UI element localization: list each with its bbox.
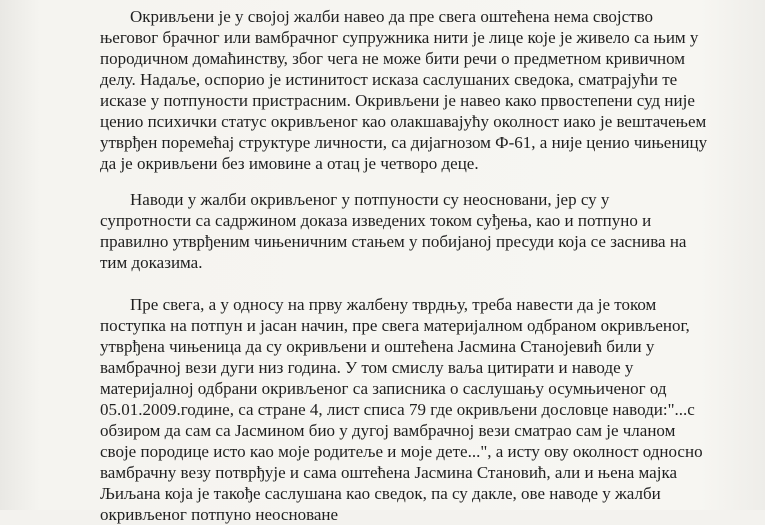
text-line: ценио психички статус окривљеног као олакшавајућу околност иако је вештачењем <box>100 112 707 131</box>
text-line: да је окривљени без имовине а отац је четворо деце. <box>100 154 479 173</box>
paragraph-2 <box>100 189 720 273</box>
text-line: Пре свега, а у односу на прву жалбену тврдњу, треба навести да је током <box>130 295 657 314</box>
paragraph-3 <box>100 294 720 525</box>
text-line: супротности са садржином доказа изведених током суђења, као и потпуно и <box>100 211 652 230</box>
text-line: материјалној одбрани окривљеног са записника о саслушању осумњиченог од <box>100 379 667 398</box>
text-line: Љиљана која је такође саслушана као сведок, па су дакле, ове наводе у жалби <box>100 484 661 503</box>
text-line: 05.01.2009.године, са стране 4, лист списа 79 где окривљени дословце наводи:"...с <box>100 400 695 419</box>
text-line: своје породице исто као моје родитеље и моје дете...", а исту ову околност односно <box>100 442 703 461</box>
text-line: Окривљени је у својој жалби навео да пре свега оштећена нема својство <box>130 7 653 26</box>
text-line: Наводи у жалби окривљеног у потпуности су неосновани, јер су у <box>130 190 610 209</box>
text-line: исказе у потпуности пристрасним. Окривљени је навео како првостепени суд није <box>100 91 695 110</box>
text-line: правилно утврђеним чињеничним стањем у побијаној пресуди која се заснива на <box>100 232 687 251</box>
text-line: окривљеног потпуно неосноване <box>100 505 339 524</box>
text-line: утврђен поремећај структуре личности, са дијагнозом Ф-61, а није ценио чињеницу <box>100 133 708 152</box>
paragraph-1 <box>100 6 720 174</box>
text-line: тим доказима. <box>100 253 203 272</box>
text-line: делу. Надаље, оспорио је истинитост исказа саслушаних сведока, сматрајући те <box>100 70 678 89</box>
text-line: утврђена чињеница да су окривљени и оштећена Јасмина Станојевић били у <box>100 337 655 356</box>
text-line: поступка на потпун и јасан начин, пре свега материјалном одбраном окривљеног, <box>100 316 690 335</box>
text-line: његовог брачног или вамбрачног супружника нити је лице које је живело са њим у <box>100 28 699 47</box>
text-line: обзиром да сам са Јасмином био у дугој вамбрачној вези сматрао сам је чланом <box>100 421 676 440</box>
text-line: породичном домаћинству, због чега не може бити речи о предметном кривичном <box>100 49 686 68</box>
text-line: вамбрачну везу потврђује и сама оштећена Јасмина Становић, али и њена мајка <box>100 463 677 482</box>
text-line: вамбрачној вези дуги низ година. У том смислу ваља цитирати и наводе у <box>100 358 634 377</box>
